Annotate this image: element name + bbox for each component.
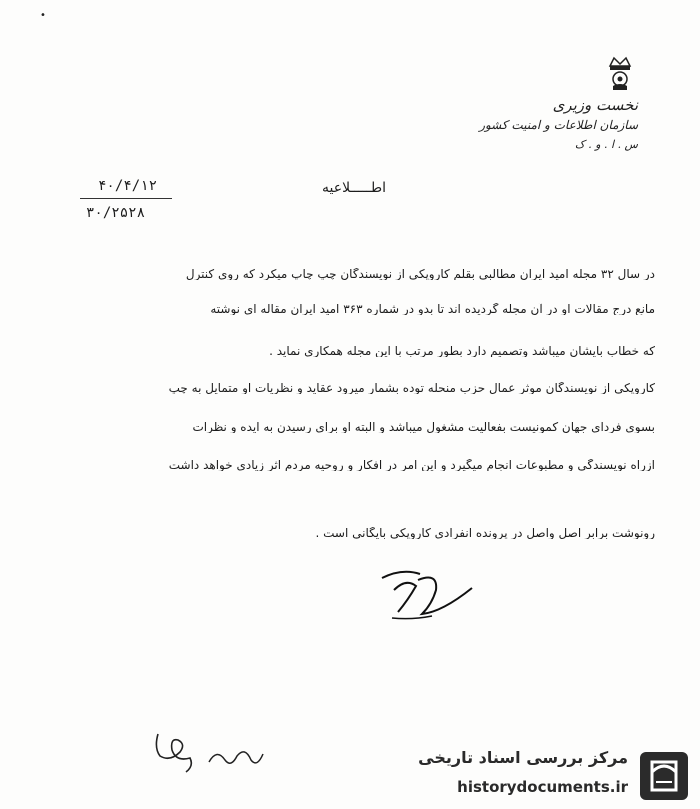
body-line: کاروپکی از نویسندگان موثر عمال حزب منحله توده بشمار میرود عقاید و نظریات او متمایل به چپ: [168, 382, 655, 394]
header-office: نخست وزیری: [552, 96, 638, 114]
lion-and-sun-crown-emblem-icon: [600, 52, 640, 92]
site-watermark: [410, 748, 690, 804]
document-title: اطـــــلاعیه: [322, 180, 386, 196]
body-line: مانع درج مقالات او در آن مجله گردیده اند تا بدو در شماره ۳۶۳ امید ایران مقاله ای نوشته: [210, 303, 655, 315]
body-line: که خطاب بایشان میباشد وتصمیم دارد بطور مرتب با این مجله همکاری نماید .: [269, 345, 655, 357]
body-line: در سال ۳۲ مجله امید ایران مطالبی بقلم کاروپکی از نویسندگان چپ چاپ میکرد که روی کنترل: [185, 268, 655, 280]
date-divider: [80, 198, 172, 199]
watermark-url: historydocuments.ir: [457, 778, 628, 796]
body-line: ازراه نویسندگی و مطبوعات انجام میگیرد و این امر در افکار و روحیه مردم اثر زیادی خواهد داشت: [168, 459, 655, 471]
copy-certification-line: رونوشت برابر اصل واصل در پرونده انفرادی کاروپکی بایگانی است .: [315, 527, 655, 539]
history-documents-logo-icon: [638, 750, 690, 802]
handwritten-note-icon: [205, 742, 265, 772]
document-date: ۴۰/۴/۱۲: [98, 178, 158, 194]
header-organization: سازمان اطلاعات و امنیت کشور: [479, 118, 638, 132]
handwritten-initials-icon: [150, 728, 200, 776]
page-speck: •: [40, 10, 46, 21]
body-line: بسوی فردای جهان کمونیست بفعالیت مشغول میباشد و البته او برای رسیدن به ایده و نظرات: [192, 421, 655, 433]
document-number: ۳۰/۲۵۲۸: [86, 205, 146, 221]
handwritten-signature-icon: [372, 560, 482, 630]
header-department: س . ا . و . ک: [574, 138, 638, 151]
watermark-name: مرکز بررسی اسناد تاریخی: [418, 748, 628, 767]
